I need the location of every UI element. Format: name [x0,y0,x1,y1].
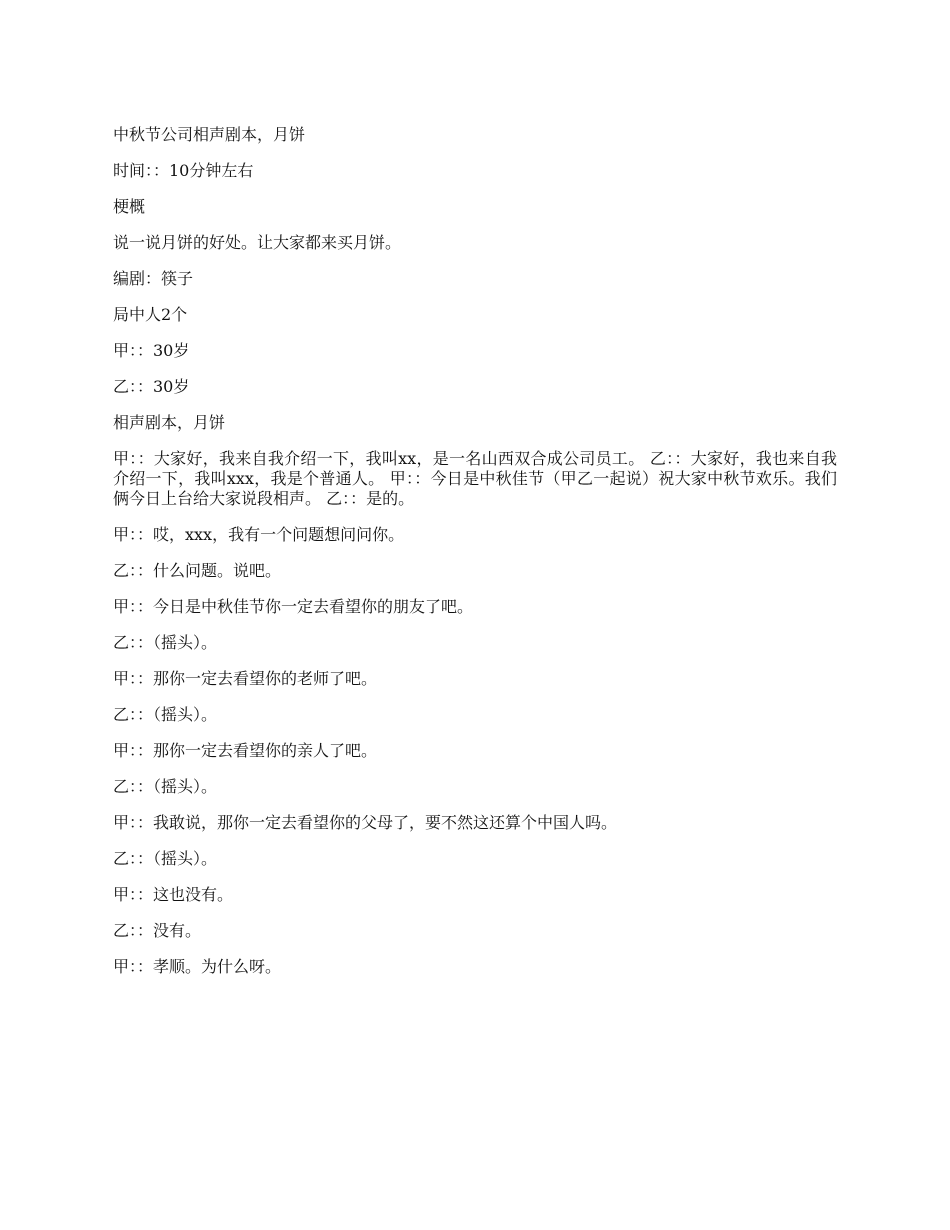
dialogue-line: 乙：：（摇头）。 [113,705,218,724]
document-title: 中秋节公司相声剧本，月饼 [113,125,306,144]
dialogue-line: 甲：：孝顺。为什么呀。 [113,957,282,976]
dialogue-line: 乙：：（摇头）。 [113,849,218,868]
dialogue-line: 甲：：那你一定去看望你的亲人了吧。 [113,741,378,760]
writer-line: 编剧：筷子 [113,269,194,288]
script-heading: 相声剧本，月饼 [113,413,226,432]
cast-a-line: 甲：：30岁 [113,341,190,360]
dialogue-line: 乙：：没有。 [113,921,202,940]
cast-b-line: 乙：：30岁 [113,377,190,396]
dialogue-line: 甲：：这也没有。 [113,885,234,904]
dialogue-line: 甲：：我敢说，那你一定去看望你的父母了，要不然这还算个中国人吗。 [113,813,618,832]
dialogue-line: 乙：：（摇头）。 [113,777,218,796]
document-body [113,125,837,993]
synopsis-heading: 梗概 [113,197,146,216]
dialogue-line: 乙：：什么问题。说吧。 [113,561,282,580]
dialogue-line: 甲：：大家好，我来自我介绍一下，我叫xx，是一名山西双合成公司员工。 乙：：大家好，我也来自我介绍一下，我叫xxx，我是个普通人。 甲：：今日是中秋佳节（甲乙一起说）祝大家中秋节欢乐。我们俩今日上台给大家说段相声。 乙：：是的。 [113,449,837,508]
duration-line: 时间：：10分钟左右 [113,161,254,180]
dialogue-line: 甲：：哎，xxx，我有一个问题想问问你。 [113,525,405,544]
dialogue-line: 乙：：（摇头）。 [113,633,218,652]
synopsis-text: 说一说月饼的好处。让大家都来买月饼。 [113,233,402,252]
dialogue-line: 甲：：那你一定去看望你的老师了吧。 [113,669,378,688]
cast-count-line: 局中人2个 [113,305,188,324]
dialogue-line: 甲：：今日是中秋佳节你一定去看望你的朋友了吧。 [113,597,474,616]
